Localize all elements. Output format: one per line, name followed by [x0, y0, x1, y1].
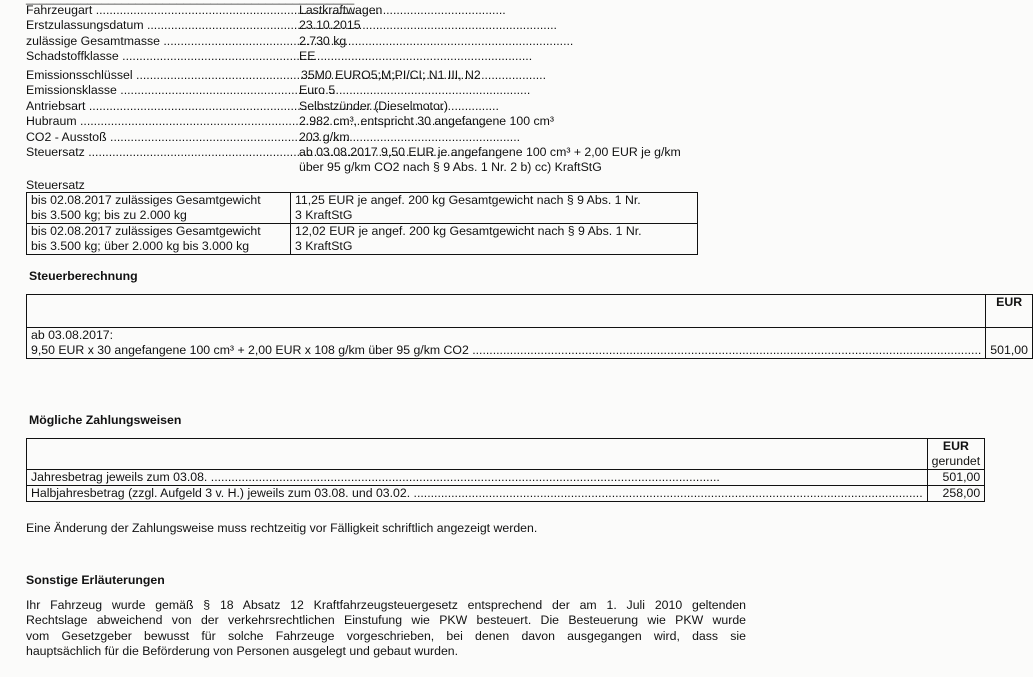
table-row: [27, 193, 698, 224]
payment-label: Halbjahresbetrag (zzgl. Aufgeld 3 v. H.) jeweils zum 03.08. und 03.02. .....: [27, 486, 928, 502]
cell-line: 12,02 EUR je angef. 200 kg Gesamtgewicht nach § 9 Abs. 1 Nr.: [295, 224, 642, 238]
vehicle-row: [26, 18, 726, 33]
payment-note: Eine Änderung der Zahlungsweise muss rechtzeitig vor Fälligkeit schriftlich angezeigt werden.: [26, 521, 538, 535]
vehicle-row: [26, 114, 726, 129]
row-label: Emissionsschlüssel .....: [26, 68, 296, 83]
vehicle-row: [26, 68, 726, 83]
row-value: 2.730 kg: [299, 34, 347, 48]
cell-line: bis 02.08.2017 zulässiges Gesamtgewicht: [31, 224, 261, 238]
paragraph-line: Rechtslage abweichend von der verkehrsrechtlichen Einstufung wie PKW besteuert. Die Besteuerung wie PKW wurde: [26, 613, 746, 627]
payment-label: Jahresbetrag jeweils zum 03.08. .....: [27, 470, 928, 486]
currency-header: [927, 439, 985, 470]
row-value: Lastkraftwagen: [299, 3, 383, 17]
table-row: [27, 224, 698, 255]
calc-line-2: 9,50 EUR x 30 angefangene 100 cm³ + 2,00 EUR x 108 g/km über 95 g/km CO2 .....: [31, 343, 981, 358]
table-cell: [27, 193, 291, 224]
sonstige-heading: Sonstige Erläuterungen: [26, 573, 165, 587]
table-header-row: [27, 295, 1033, 328]
table-cell: [291, 224, 698, 255]
cell-line: 11,25 EUR je angef. 200 kg Gesamtgewicht nach § 9 Abs. 1 Nr.: [295, 193, 641, 207]
vehicle-row: [26, 3, 726, 18]
table-cell: [27, 224, 291, 255]
calc-line-1: ab 03.08.2017:: [31, 328, 114, 342]
row-label: Schadstoffklasse .....: [26, 49, 296, 64]
zahlungsweisen-heading: Mögliche Zahlungsweisen: [29, 413, 182, 427]
row-label: Hubraum .....: [26, 114, 296, 129]
vehicle-row: [26, 130, 726, 145]
row-label: zulässige Gesamtmasse .....: [26, 34, 296, 49]
table-header-row: [27, 439, 985, 470]
table-cell: [27, 439, 928, 470]
steuersatz-table-title: Steuersatz: [26, 178, 85, 192]
calc-amount: 501,00: [986, 328, 1033, 359]
table-cell: [27, 328, 986, 359]
table-row: [27, 486, 985, 502]
table-row: [27, 328, 1033, 359]
vehicle-row: [26, 99, 726, 114]
currency-header: EUR: [986, 295, 1033, 328]
currency-sub: gerundet: [931, 454, 981, 468]
row-label: CO2 - Ausstoß .....: [26, 130, 296, 145]
row-value: 203 g/km: [299, 130, 350, 144]
row-label: Steuersatz .....: [26, 145, 296, 160]
row-value: EE: [299, 49, 316, 63]
vehicle-row: [26, 34, 726, 49]
row-label: Fahrzeugart .....: [26, 3, 296, 18]
vehicle-row: [26, 83, 726, 98]
cell-line: bis 02.08.2017 zulässiges Gesamtgewicht: [31, 193, 261, 207]
table-row: [27, 470, 985, 486]
row-value: 23.10.2015: [299, 18, 361, 32]
row-label: Erstzulassungsdatum .....: [26, 18, 296, 33]
table-cell: [27, 295, 986, 328]
row-value: 35M0 EURO5;M;PI/CI; N1 III, N2: [301, 68, 481, 82]
row-value: Selbstzünder (Dieselmotor): [299, 99, 448, 113]
currency-label: EUR: [942, 439, 969, 453]
cell-line: bis 3.500 kg; bis zu 2.000 kg: [31, 208, 187, 222]
payment-amount: 258,00: [927, 486, 985, 502]
steuersatz-continuation: über 95 g/km CO2 nach § 9 Abs. 1 Nr. 2 b) cc) KraftStG: [299, 160, 602, 174]
row-value: 2.982 cm³, entspricht 30 angefangene 100 cm³: [299, 114, 554, 128]
cell-line: 3 KraftStG: [295, 239, 353, 253]
payment-amount: 501,00: [927, 470, 985, 486]
paragraph-line: hauptsächlich für die Beförderung von Personen ausgelegt und gebaut wurden.: [26, 644, 459, 658]
cropped-top-line: [26, 0, 426, 2]
table-cell: [291, 193, 698, 224]
paragraph-line: Ihr Fahrzeug wurde gemäß § 18 Absatz 12 Kraftfahrzeugsteuergesetz entsprechend der am 1. Juli 2010 geltenden: [26, 598, 746, 612]
steuersatz-table: [26, 192, 698, 255]
zahlungsweisen-table: [26, 438, 985, 502]
steuerberechnung-heading: Steuerberechnung: [29, 269, 138, 283]
vehicle-row: [26, 145, 726, 160]
vehicle-row: [26, 49, 726, 64]
row-label: Emissionsklasse .....: [26, 83, 296, 98]
row-value: Euro 5: [299, 83, 336, 97]
cell-line: bis 3.500 kg; über 2.000 kg bis 3.000 kg: [31, 239, 250, 253]
row-label: Antriebsart .....: [26, 99, 296, 114]
cell-line: 3 KraftStG: [295, 208, 353, 222]
steuerberechnung-table: [26, 294, 1033, 359]
row-value: ab 03.08.2017 9,50 EUR je angefangene 100 cm³ + 2,00 EUR je g/km: [299, 145, 681, 159]
paragraph-line: vom Gesetzgeber bewusst für solche Fahrzeuge vorgeschrieben, bei denen davon ausgegangen wird, dass sie: [26, 629, 746, 643]
